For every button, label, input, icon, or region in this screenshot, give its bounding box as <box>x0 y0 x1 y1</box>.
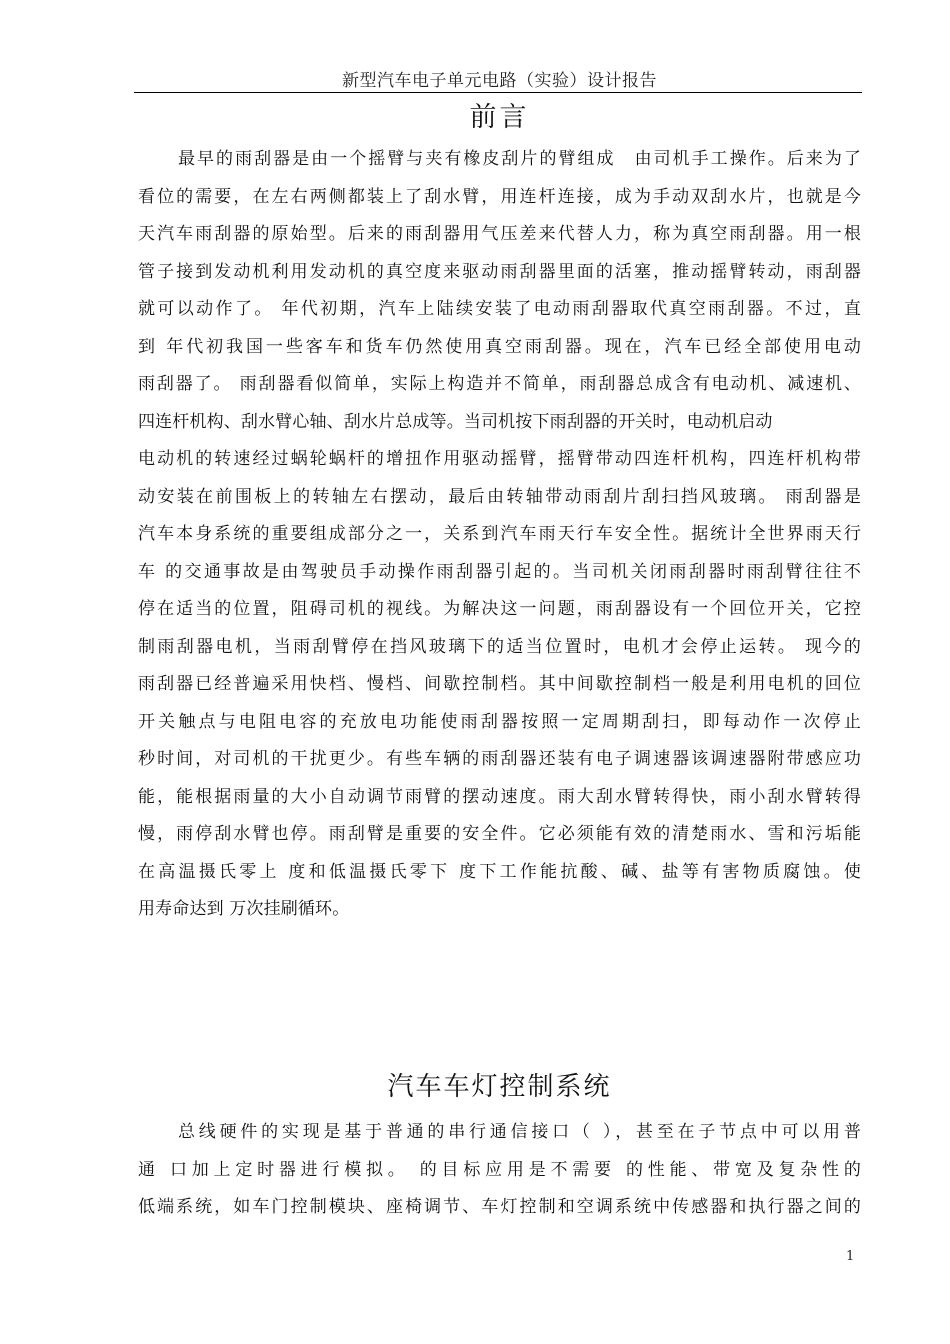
paragraph-line: 车 的交通事故是由驾驶员手动操作雨刮器引起的。当司机关闭雨刮器时雨刮臂往往不 <box>138 561 861 582</box>
lighting-paragraph <box>138 1114 861 1227</box>
paragraph-line: 秒时间，对司机的干扰更少。有些车辆的雨刮器还装有电子调速器该调速器附带感应功 <box>138 749 861 769</box>
section-title-preface: 前言 <box>469 102 530 133</box>
paragraph-line: 天汽车雨刮器的原始型。后来的雨刮器用气压差来代替人力，称为真空雨刮器。用一根 <box>138 224 861 244</box>
paragraph-line: 动安装在前围板上的转轴左右摆动，最后由转轴带动雨刮片刮扫挡风玻璃。 雨刮器是 <box>138 486 861 507</box>
paragraph-line: 管子接到发动机利用发动机的真空度来驱动雨刮器里面的活塞，推动摇臂转动，雨刮器 <box>138 261 861 282</box>
paragraph-line: 电动机的转速经过蜗轮蜗杆的增扭作用驱动摇臂，摇臂带动四连杆机构，四连杆机构带 <box>138 449 861 469</box>
paragraph-line: 汽车本身系统的重要组成部分之一，关系到汽车雨天行车安全性。据统计全世界雨天行 <box>138 524 861 544</box>
paragraph-line: 用寿命达到 万次挂刷循环。 <box>138 899 350 919</box>
running-header: 新型汽车电子单元电路（实验）设计报告 <box>342 71 657 91</box>
paragraph-line: 四连杆机构、刮水臂心轴、刮水片总成等。当司机按下雨刮器的开关时，电动机启动 <box>138 411 773 432</box>
page-number: 1 <box>846 1249 855 1264</box>
paragraph-line: 雨刮器了。 雨刮器看似简单，实际上构造并不简单，雨刮器总成含有电动机、减速机、 <box>138 374 861 394</box>
paragraph-line: 慢，雨停刮水臂也停。雨刮臂是重要的安全件。它必须能有效的清楚雨水、雪和污垢能 <box>138 824 861 844</box>
paragraph-line: 停在适当的位置，阻碍司机的视线。为解决这一问题，雨刮器设有一个回位开关，它控 <box>138 599 861 619</box>
paragraph-line: 就可以动作了。 年代初期，汽车上陆续安装了电动雨刮器取代真空雨刮器。不过，直 <box>138 299 861 319</box>
preface-paragraph <box>138 141 861 929</box>
section-title-lighting: 汽车车灯控制系统 <box>387 1072 612 1102</box>
paragraph-line: 通 口加上定时器进行模拟。 的目标应用是不需要 的性能、带宽及复杂性的 <box>138 1159 861 1180</box>
paragraph-line: 制雨刮器电机，当雨刮臂停在挡风玻璃下的适当位置时，电机才会停止运转。 现今的 <box>138 636 861 657</box>
paragraph-line: 看位的需要，在左右两侧都装上了刮水臂，用连杆连接，成为手动双刮水片，也就是今 <box>138 186 861 207</box>
paragraph-line: 在高温摄氏零上 度和低温摄氏零下 度下工作能抗酸、碱、盐等有害物质腐蚀。使 <box>138 861 861 882</box>
paragraph-line: 雨刮器已经普遍采用快档、慢档、间歇控制档。其中间歇控制档一般是利用电机的回位 <box>138 674 861 694</box>
paragraph-line: 总线硬件的实现是基于普通的串行通信接口（ ），甚至在子节点中可以用普 <box>178 1122 861 1142</box>
header-rule <box>134 92 862 93</box>
paragraph-line: 能，能根据雨量的大小自动调节雨臂的摆动速度。雨大刮水臂转得快，雨小刮水臂转得 <box>138 786 861 807</box>
paragraph-line: 低端系统，如车门控制模块、座椅调节、车灯控制和空调系统中传感器和执行器之间的 <box>138 1197 861 1217</box>
paragraph-line: 到 年代初我国一些客车和货车仍然使用真空雨刮器。现在，汽车已经全部使用电动 <box>138 336 861 357</box>
paragraph-line: 最早的雨刮器是由一个摇臂与夹有橡皮刮片的臂组成 由司机手工操作。后来为了 <box>178 149 861 169</box>
paragraph-line: 开关触点与电阻电容的充放电功能使雨刮器按照一定周期刮扫，即每动作一次停止 <box>138 711 861 732</box>
